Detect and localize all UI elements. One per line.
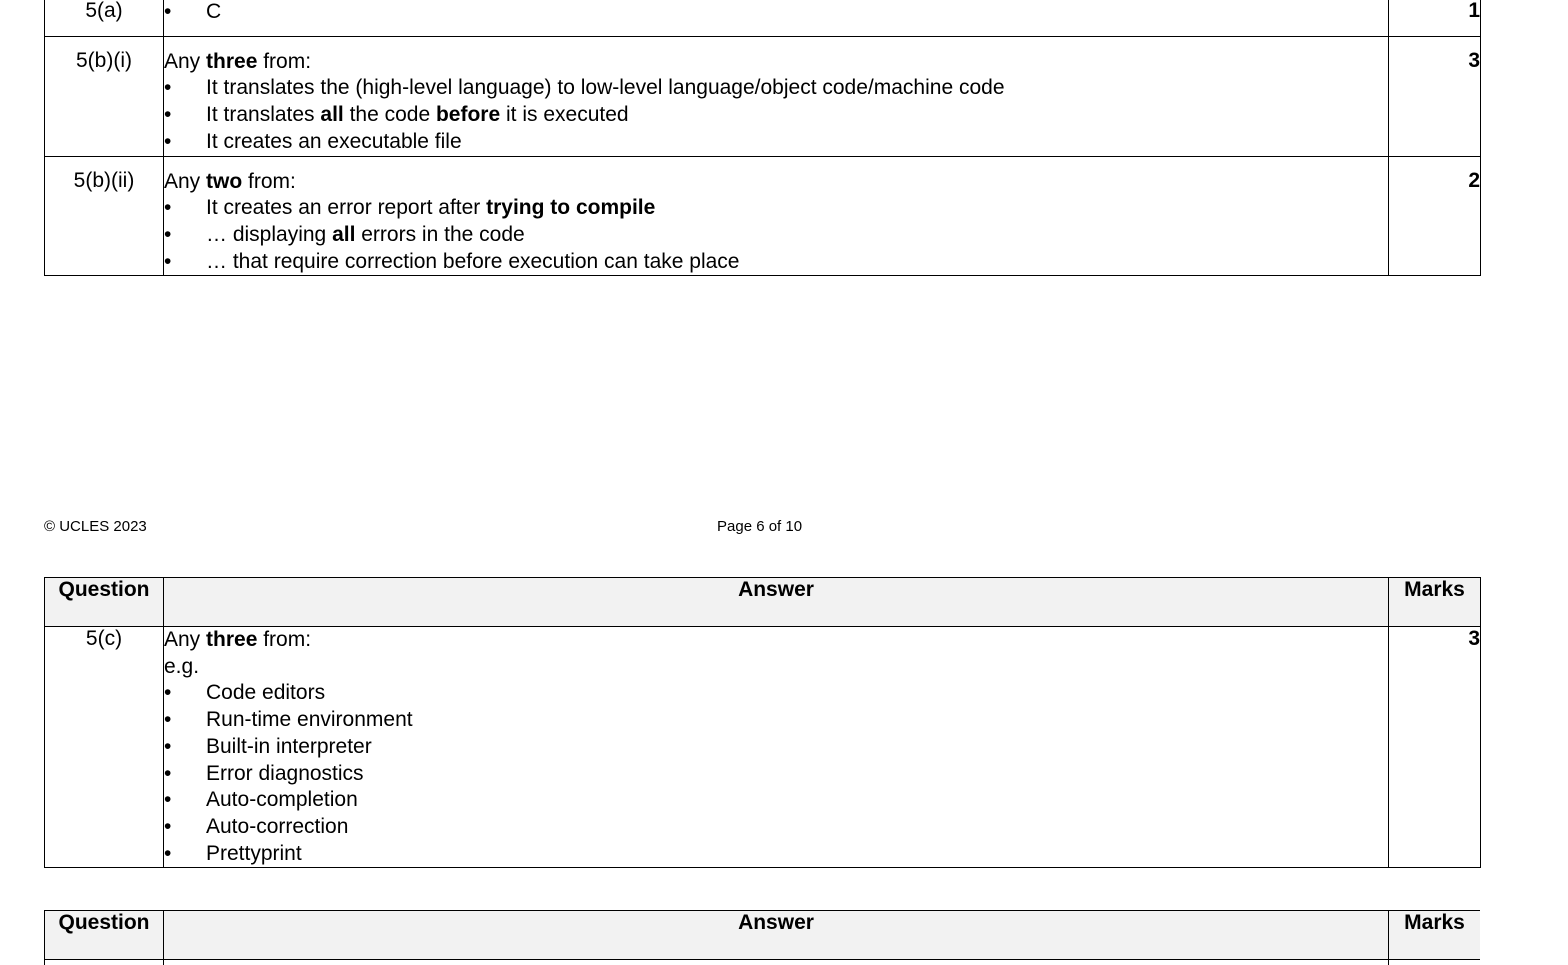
table-row [45, 36, 1481, 156]
question-cell [45, 36, 164, 156]
emphasis-text: trying to compile [486, 196, 656, 220]
answer-bullet-list [164, 75, 1388, 155]
page-number: Page 6 of 10 [717, 518, 803, 535]
answer-cell [164, 156, 1389, 276]
example-label: e.g. [164, 654, 200, 678]
answer-bullet-list [164, 0, 1388, 26]
marks-cell [1389, 627, 1481, 868]
table-row [45, 156, 1481, 276]
answer-text: It translates [206, 103, 321, 127]
marks-cell [1389, 156, 1481, 276]
emphasis-text: three [206, 628, 258, 651]
emphasis-text: before [435, 103, 501, 127]
question-number: 5(c) [85, 627, 123, 650]
marks-value: 2 [1468, 168, 1480, 192]
emphasis-text: two [206, 169, 243, 193]
bullet-item [164, 0, 1388, 26]
question-cell [45, 960, 164, 965]
table-row [45, 960, 1481, 965]
marks-cell [1389, 960, 1481, 965]
bullet-item [164, 129, 1388, 156]
table-header-row [45, 578, 1481, 627]
table-row [45, 0, 1481, 36]
copyright-text: © UCLES 2023 [44, 518, 147, 535]
answer-text: from: [242, 169, 296, 193]
bullet-item: • Auto-completion [164, 787, 1388, 814]
bullet-item: • Built-in interpreter [164, 734, 1388, 761]
question-number: 5(a) [85, 0, 123, 22]
answer-text: It translates the (high-level language) to low-level language/object code/machine code [206, 76, 1005, 100]
mark-scheme-table-next [44, 910, 1480, 965]
answer-bullet-list [164, 680, 1388, 867]
emphasis-text: three [206, 49, 258, 73]
answer-text: from: [257, 628, 312, 651]
question-number: 5(b)(ii) [73, 168, 135, 192]
marks-value: 3 [1468, 627, 1480, 650]
answer-text: C [206, 0, 222, 23]
bullet-item [164, 75, 1388, 102]
bullet-item: • Error diagnostics [164, 761, 1388, 788]
answer-text: It creates an error report after [206, 196, 487, 220]
answer-text: Any [164, 49, 207, 73]
bullet-item [164, 222, 1388, 249]
answer-text: … that require correction before execution can take place [206, 249, 740, 273]
bullet-item: • Prettyprint [164, 841, 1388, 868]
answer-cell [164, 627, 1389, 868]
marks-value: 3 [1468, 48, 1480, 72]
answer-text: the code [343, 103, 436, 127]
answer-text: Any [164, 169, 207, 193]
answer-intro [164, 627, 1388, 654]
column-header-marks: Marks [1389, 578, 1481, 627]
marks-cell [1389, 0, 1481, 36]
bullet-item: • Run-time environment [164, 707, 1388, 734]
answer-intro [164, 49, 1388, 76]
answer-intro [164, 169, 1388, 196]
answer-table [44, 577, 1481, 868]
question-cell [45, 156, 164, 276]
bullet-item: • Auto-correction [164, 814, 1388, 841]
emphasis-text: all [332, 222, 356, 246]
marks-cell [1389, 36, 1481, 156]
answer-bullet-list [164, 195, 1388, 275]
column-header-answer: Answer [164, 578, 1389, 627]
answer-text: errors in the code [355, 222, 525, 246]
column-header-marks: Marks [1389, 911, 1481, 960]
question-cell [45, 627, 164, 868]
column-header-answer: Answer [164, 911, 1389, 960]
question-number: 5(b)(i) [76, 48, 132, 72]
mark-scheme-table-continued [44, 0, 1480, 276]
answer-text: It creates an executable file [206, 129, 462, 153]
answer-cell [164, 36, 1389, 156]
answer-cell [164, 0, 1389, 36]
marks-value: 1 [1468, 0, 1480, 22]
bullet-item [164, 249, 1388, 276]
bullet-item [164, 195, 1388, 222]
answer-text: Any [164, 628, 207, 651]
answer-cell [164, 960, 1389, 965]
answer-text: from: [257, 49, 312, 73]
answer-table [44, 0, 1481, 276]
question-cell [45, 0, 164, 36]
table-header-row [45, 911, 1481, 960]
column-header-question: Question [45, 578, 164, 627]
column-header-question: Question [45, 911, 164, 960]
table-row [45, 627, 1481, 868]
answer-text: … displaying [206, 222, 333, 246]
emphasis-text: all [320, 103, 344, 127]
bullet-item: • Code editors [164, 680, 1388, 707]
bullet-item [164, 102, 1388, 129]
answer-table [44, 910, 1480, 965]
answer-text: it is executed [500, 103, 629, 127]
mark-scheme-table-5c [44, 577, 1480, 868]
